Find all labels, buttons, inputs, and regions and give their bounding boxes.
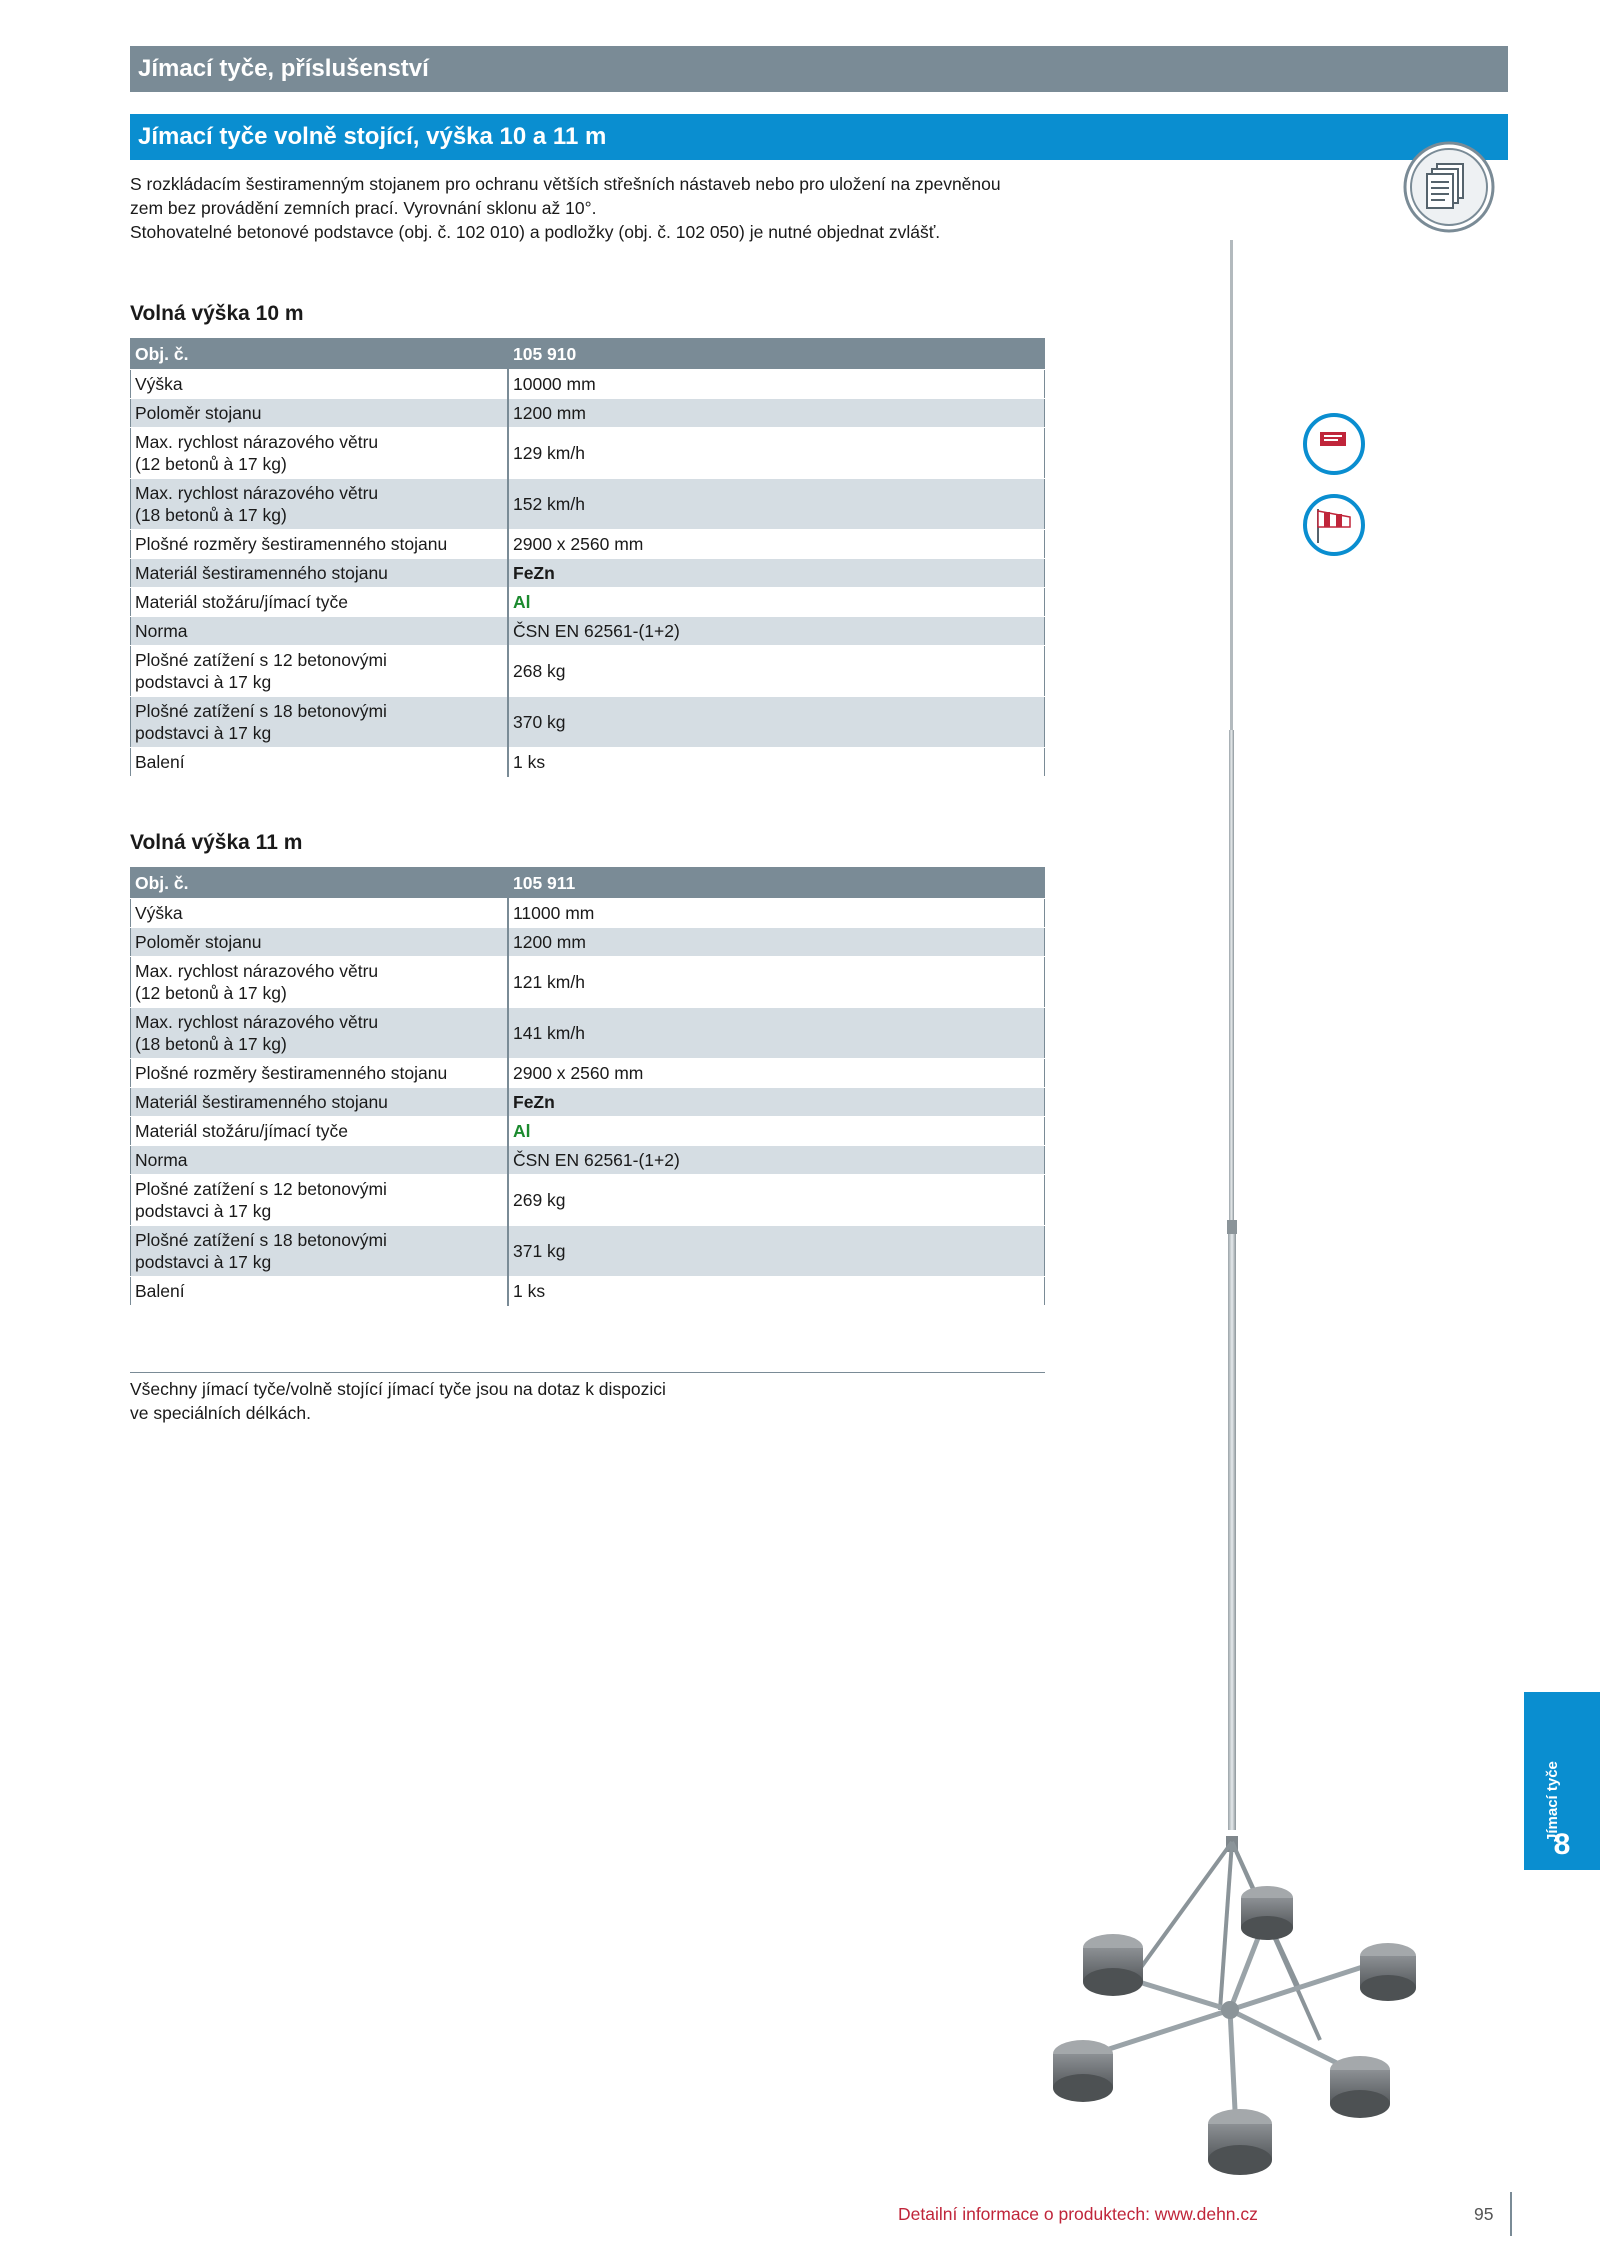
row-label: Balení xyxy=(135,1281,185,1301)
table-row xyxy=(131,428,1045,479)
row-label-cell xyxy=(131,748,509,777)
row-value: 10000 mm xyxy=(508,370,1045,399)
table-header-row xyxy=(131,868,1045,899)
table-row xyxy=(131,399,1045,428)
row-value: 1 ks xyxy=(508,748,1045,777)
row-value: ČSN EN 62561-(1+2) xyxy=(508,1146,1045,1175)
table-row xyxy=(131,559,1045,588)
table-row xyxy=(131,1175,1045,1226)
intro-line-2: zem bez provádění zemních prací. Vyrovnání sklonu až 10°. xyxy=(130,198,597,218)
table-row xyxy=(131,899,1045,928)
row-label: Max. rychlost nárazového větru xyxy=(135,432,379,452)
row-label: Plošné zatížení s 12 betonovými xyxy=(135,1179,387,1199)
row-label-cell xyxy=(131,428,509,479)
row-label: Výška xyxy=(135,903,183,923)
row-value: ČSN EN 62561-(1+2) xyxy=(508,617,1045,646)
row-value: 1200 mm xyxy=(508,928,1045,957)
row-label-cell xyxy=(131,530,509,559)
row-label-line2: (12 betonů à 17 kg) xyxy=(135,454,287,474)
row-label-cell xyxy=(131,957,509,1008)
row-label-cell xyxy=(131,617,509,646)
row-label-cell xyxy=(131,697,509,748)
row-label-line2: (12 betonů à 17 kg) xyxy=(135,983,287,1003)
row-label: Norma xyxy=(135,1150,188,1170)
free-standing-air-termination-rod-image xyxy=(990,230,1460,2190)
row-label-cell xyxy=(131,1008,509,1059)
table-row xyxy=(131,530,1045,559)
table-row xyxy=(131,957,1045,1008)
row-label-line2: podstavci à 17 kg xyxy=(135,672,272,692)
footnote-line-2: ve speciálních délkách. xyxy=(130,1403,311,1423)
row-value: 129 km/h xyxy=(508,428,1045,479)
row-label: Norma xyxy=(135,621,188,641)
row-label-cell xyxy=(131,1059,509,1088)
row-label-cell xyxy=(131,1175,509,1226)
row-label-cell xyxy=(131,399,509,428)
row-label-cell xyxy=(131,899,509,928)
row-label-cell xyxy=(131,588,509,617)
row-label: Materiál šestiramenného stojanu xyxy=(135,1092,388,1112)
row-value: 1 ks xyxy=(508,1277,1045,1306)
table-row xyxy=(131,697,1045,748)
order-number: 105 911 xyxy=(508,868,1045,899)
page-title: Jímací tyče volně stojící, výška 10 a 11 m xyxy=(130,114,1508,160)
row-value: FeZn xyxy=(508,559,1045,588)
row-label: Materiál stožáru/jímací tyče xyxy=(135,1121,348,1141)
row-label-cell xyxy=(131,479,509,530)
spec-table-10m xyxy=(130,338,1045,777)
row-label: Max. rychlost nárazového větru xyxy=(135,961,379,981)
row-label-line2: podstavci à 17 kg xyxy=(135,1252,272,1272)
table-row xyxy=(131,928,1045,957)
footnote xyxy=(130,1372,1045,1425)
page-number: 95 xyxy=(1474,2204,1494,2224)
table-row xyxy=(131,370,1045,399)
section-title-11m: Volná výška 11 m xyxy=(130,831,303,854)
footer-link[interactable]: Detailní informace o produktech: www.dehn.cz xyxy=(898,2204,1258,2224)
intro-text xyxy=(130,172,1050,244)
row-label-cell xyxy=(131,1277,509,1306)
table-header-row xyxy=(131,339,1045,370)
chapter-tab-label: Jímací tyče xyxy=(1544,1761,1561,1842)
row-label-cell xyxy=(131,928,509,957)
row-value: 11000 mm xyxy=(508,899,1045,928)
table-row xyxy=(131,1059,1045,1088)
header-label: Obj. č. xyxy=(131,868,509,899)
table-row xyxy=(131,617,1045,646)
row-value: 370 kg xyxy=(508,697,1045,748)
row-value: 141 km/h xyxy=(508,1008,1045,1059)
order-number: 105 910 xyxy=(508,339,1045,370)
row-label-cell xyxy=(131,370,509,399)
section-title-10m: Volná výška 10 m xyxy=(130,302,304,325)
footnote-line-1: Všechny jímací tyče/volně stojící jímací tyče jsou na dotaz k dispozici xyxy=(130,1379,666,1399)
table-row xyxy=(131,1277,1045,1306)
row-label: Plošné rozměry šestiramenného stojanu xyxy=(135,1063,448,1083)
documents-icon[interactable] xyxy=(1402,140,1496,234)
row-value: FeZn xyxy=(508,1088,1045,1117)
row-label: Balení xyxy=(135,752,185,772)
chapter-tab-number: 8 xyxy=(1553,1828,1571,1861)
row-label: Plošné zatížení s 12 betonovými xyxy=(135,650,387,670)
row-label-line2: (18 betonů à 17 kg) xyxy=(135,505,287,525)
table-row xyxy=(131,1226,1045,1277)
table-row xyxy=(131,646,1045,697)
table-row xyxy=(131,1146,1045,1175)
chapter-tab[interactable] xyxy=(1524,1692,1600,1870)
table-row xyxy=(131,479,1045,530)
row-label: Max. rychlost nárazového větru xyxy=(135,1012,379,1032)
row-label-cell xyxy=(131,646,509,697)
row-value: 2900 x 2560 mm xyxy=(508,530,1045,559)
table-row xyxy=(131,1008,1045,1059)
row-value: Al xyxy=(508,1117,1045,1146)
row-value: 121 km/h xyxy=(508,957,1045,1008)
row-label: Výška xyxy=(135,374,183,394)
page-separator xyxy=(1510,2192,1512,2236)
row-label-cell xyxy=(131,1117,509,1146)
table-row xyxy=(131,1117,1045,1146)
row-value: 371 kg xyxy=(508,1226,1045,1277)
row-value: Al xyxy=(508,588,1045,617)
row-label: Max. rychlost nárazového větru xyxy=(135,483,379,503)
row-label-cell xyxy=(131,1146,509,1175)
row-label-cell xyxy=(131,1226,509,1277)
header-label: Obj. č. xyxy=(131,339,509,370)
spec-table-11m xyxy=(130,867,1045,1306)
row-value: 2900 x 2560 mm xyxy=(508,1059,1045,1088)
row-label: Poloměr stojanu xyxy=(135,403,262,423)
row-value: 152 km/h xyxy=(508,479,1045,530)
row-label: Plošné zatížení s 18 betonovými xyxy=(135,701,387,721)
table-row xyxy=(131,748,1045,777)
row-label-line2: podstavci à 17 kg xyxy=(135,723,272,743)
intro-line-3: Stohovatelné betonové podstavce (obj. č. 102 010) a podložky (obj. č. 102 050) je nutné objednat zvlášť. xyxy=(130,222,941,242)
row-label-line2: (18 betonů à 17 kg) xyxy=(135,1034,287,1054)
row-label: Poloměr stojanu xyxy=(135,932,262,952)
row-label-line2: podstavci à 17 kg xyxy=(135,1201,272,1221)
row-label-cell xyxy=(131,1088,509,1117)
row-label: Materiál stožáru/jímací tyče xyxy=(135,592,348,612)
category-header: Jímací tyče, příslušenství xyxy=(130,46,1508,92)
row-value: 268 kg xyxy=(508,646,1045,697)
row-label-cell xyxy=(131,559,509,588)
row-label: Plošné zatížení s 18 betonovými xyxy=(135,1230,387,1250)
row-label: Materiál šestiramenného stojanu xyxy=(135,563,388,583)
intro-line-1: S rozkládacím šestiramenným stojanem pro ochranu větších střešních nástaveb nebo pro uložení na zpevněnou xyxy=(130,174,1001,194)
row-value: 269 kg xyxy=(508,1175,1045,1226)
table-row xyxy=(131,588,1045,617)
row-value: 1200 mm xyxy=(508,399,1045,428)
row-label: Plošné rozměry šestiramenného stojanu xyxy=(135,534,448,554)
table-row xyxy=(131,1088,1045,1117)
